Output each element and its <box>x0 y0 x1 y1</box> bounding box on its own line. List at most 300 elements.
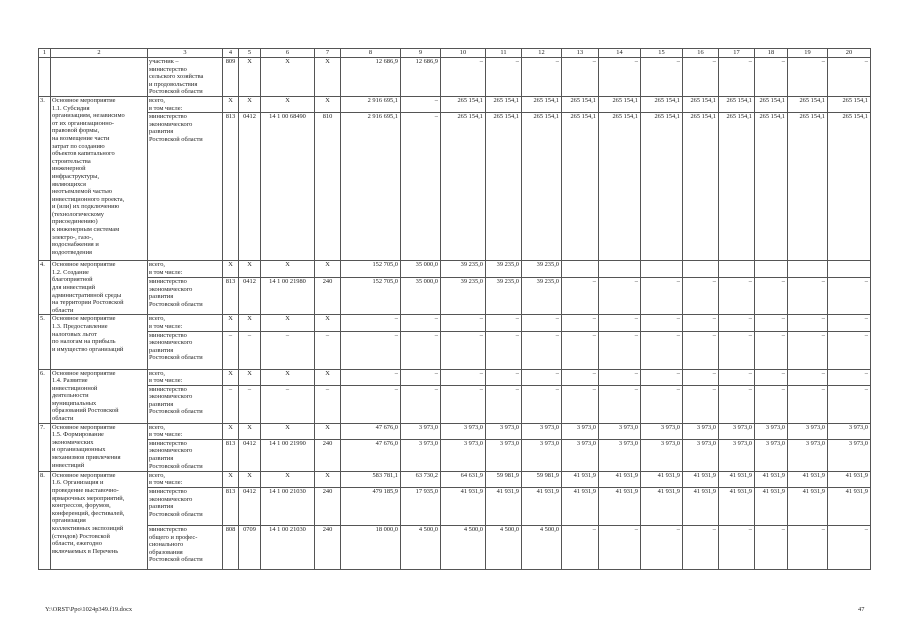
amount-cell: 39 235,0 <box>522 277 562 314</box>
budget-code: – <box>239 331 261 369</box>
amount-cell: – <box>788 385 828 423</box>
amount-cell: 47 676,0 <box>341 423 401 439</box>
budget-code: – <box>223 331 239 369</box>
amount-cell: – <box>755 277 788 314</box>
amount-cell: – <box>683 315 719 331</box>
column-number-12: 12 <box>522 49 562 58</box>
amount-cell: 3 973,0 <box>401 423 441 439</box>
budget-code: X <box>315 471 341 487</box>
amount-cell: 265 154,1 <box>599 113 641 261</box>
budget-code: 813 <box>223 439 239 471</box>
budget-code: 14 1 00 21030 <box>261 488 315 526</box>
amount-cell: 3 973,0 <box>683 439 719 471</box>
budget-code: X <box>315 315 341 331</box>
responsible-executor: министерство экономического развития Ростовской области <box>148 488 223 526</box>
budget-code: – <box>315 331 341 369</box>
amount-cell: – <box>486 369 522 385</box>
amount-cell: 35 000,0 <box>401 277 441 314</box>
amount-cell: 265 154,1 <box>683 96 719 112</box>
amount-cell: 265 154,1 <box>486 113 522 261</box>
amount-cell: 265 154,1 <box>755 113 788 261</box>
amount-cell: – <box>755 315 788 331</box>
table-row <box>39 439 871 471</box>
amount-cell: 265 154,1 <box>719 113 755 261</box>
amount-cell: – <box>828 315 871 331</box>
budget-code: X <box>261 471 315 487</box>
budget-code: X <box>261 96 315 112</box>
amount-cell: 265 154,1 <box>522 96 562 112</box>
amount-cell: – <box>599 58 641 97</box>
amount-cell: – <box>788 331 828 369</box>
responsible-executor: министерство экономического развития Ростовской области <box>148 331 223 369</box>
amount-cell: 2 916 695,1 <box>341 113 401 261</box>
column-number-6: 6 <box>261 49 315 58</box>
amount-cell: – <box>441 58 486 97</box>
responsible-executor: всего, в том числе: <box>148 96 223 112</box>
amount-cell: 41 931,9 <box>441 488 486 526</box>
budget-code: 0412 <box>239 113 261 261</box>
amount-cell: 265 154,1 <box>522 113 562 261</box>
budget-code: – <box>261 385 315 423</box>
row-number <box>39 58 51 97</box>
amount-cell: 39 235,0 <box>486 261 522 278</box>
amount-cell: 4 500,0 <box>401 526 441 570</box>
amount-cell: 265 154,1 <box>641 113 683 261</box>
column-number-11: 11 <box>486 49 522 58</box>
event-name: Основное мероприятие 1.2. Создание благоприятной для инвестиций административной среды на территории Ростовской области <box>51 261 148 315</box>
amount-cell: 3 973,0 <box>486 423 522 439</box>
budget-code: X <box>315 96 341 112</box>
amount-cell: 3 973,0 <box>641 423 683 439</box>
amount-cell: – <box>755 58 788 97</box>
amount-cell: – <box>755 526 788 570</box>
budget-code: 14 1 00 21030 <box>261 526 315 570</box>
column-number-2: 2 <box>51 49 148 58</box>
amount-cell: 12 686,9 <box>341 58 401 97</box>
amount-cell: – <box>522 385 562 423</box>
amount-cell: 41 931,9 <box>599 471 641 487</box>
column-number-4: 4 <box>223 49 239 58</box>
amount-cell: 3 973,0 <box>828 439 871 471</box>
amount-cell: – <box>683 369 719 385</box>
budget-code: 0709 <box>239 526 261 570</box>
amount-cell: 41 931,9 <box>755 471 788 487</box>
column-number-20: 20 <box>828 49 871 58</box>
amount-cell: 265 154,1 <box>641 96 683 112</box>
amount-cell: 41 931,9 <box>522 488 562 526</box>
budget-code: X <box>239 315 261 331</box>
column-number-9: 9 <box>401 49 441 58</box>
amount-cell: 41 931,9 <box>828 471 871 487</box>
amount-cell: – <box>562 526 599 570</box>
amount-cell: 64 631,9 <box>441 471 486 487</box>
event-name: Основное мероприятие 1.6. Организация и проведение выставочно- ярмарочных мероприятий, конгрессов, форумов, конференций, фестивалей, организация коллективных экспозиций (стендов) Ростовской области, ежегодно включаемых в Перечень <box>51 471 148 569</box>
amount-cell: – <box>441 315 486 331</box>
amount-cell: – <box>719 277 755 314</box>
amount-cell: 3 973,0 <box>522 423 562 439</box>
budget-code: X <box>239 471 261 487</box>
row-number: 8. <box>39 471 51 569</box>
budget-code: X <box>261 423 315 439</box>
amount-cell: – <box>788 526 828 570</box>
amount-cell: 265 154,1 <box>788 96 828 112</box>
responsible-executor: всего, в том числе: <box>148 369 223 385</box>
budget-code: X <box>239 58 261 97</box>
budget-code: X <box>261 58 315 97</box>
footer-file-path: Y:\ORST\Ppo\1024p349.f19.docx <box>45 606 133 613</box>
amount-cell: – <box>401 315 441 331</box>
amount-cell: – <box>641 58 683 97</box>
amount-cell: – <box>755 331 788 369</box>
amount-cell: – <box>562 331 599 369</box>
amount-cell: – <box>719 58 755 97</box>
responsible-executor: всего, в том числе: <box>148 471 223 487</box>
amount-cell: – <box>641 369 683 385</box>
amount-cell: 152 705,0 <box>341 261 401 278</box>
amount-cell: – <box>401 385 441 423</box>
footer-page-number: 47 <box>858 606 865 613</box>
responsible-executor: министерство экономического развития Ростовской области <box>148 385 223 423</box>
table-row <box>39 277 871 314</box>
amount-cell: 3 973,0 <box>562 439 599 471</box>
amount-cell: 265 154,1 <box>755 96 788 112</box>
budget-code: X <box>223 96 239 112</box>
amount-cell: 41 931,9 <box>599 488 641 526</box>
amount-cell: 39 235,0 <box>522 261 562 278</box>
responsible-executor: министерство общего и профес- сионального образования Ростовской области <box>148 526 223 570</box>
amount-cell: – <box>719 331 755 369</box>
column-number-8: 8 <box>341 49 401 58</box>
table-row <box>39 369 871 385</box>
budget-code: 813 <box>223 488 239 526</box>
amount-cell: – <box>683 331 719 369</box>
budget-code: 813 <box>223 113 239 261</box>
event-name: Основное мероприятие 1.5. Формирование экономических и организационных механизмов привлечения инвестиций <box>51 423 148 471</box>
amount-cell: 3 973,0 <box>486 439 522 471</box>
amount-cell: 41 931,9 <box>788 488 828 526</box>
amount-cell: – <box>522 58 562 97</box>
amount-cell: 3 973,0 <box>599 423 641 439</box>
amount-cell: – <box>828 58 871 97</box>
amount-cell: – <box>562 369 599 385</box>
amount-cell: 265 154,1 <box>441 113 486 261</box>
column-number-1: 1 <box>39 49 51 58</box>
column-number-13: 13 <box>562 49 599 58</box>
amount-cell: – <box>486 331 522 369</box>
amount-cell: – <box>683 58 719 97</box>
amount-cell: 41 931,9 <box>562 488 599 526</box>
budget-code: 808 <box>223 526 239 570</box>
amount-cell: 39 235,0 <box>486 277 522 314</box>
table-row <box>39 113 871 261</box>
amount-cell: 39 235,0 <box>441 261 486 278</box>
amount-cell: – <box>683 526 719 570</box>
amount-cell: 3 973,0 <box>719 439 755 471</box>
budget-code: X <box>315 261 341 278</box>
budget-code: 240 <box>315 277 341 314</box>
amount-cell: 59 981,9 <box>486 471 522 487</box>
amount-cell: 59 981,9 <box>522 471 562 487</box>
table-row <box>39 261 871 278</box>
table-row <box>39 58 871 97</box>
amount-cell: – <box>719 526 755 570</box>
table-row <box>39 315 871 331</box>
amount-cell: 3 973,0 <box>755 423 788 439</box>
amount-cell: – <box>401 331 441 369</box>
amount-cell: 3 973,0 <box>562 423 599 439</box>
amount-cell: 3 973,0 <box>441 439 486 471</box>
amount-cell: – <box>599 369 641 385</box>
amount-cell: – <box>683 385 719 423</box>
amount-cell: 265 154,1 <box>828 113 871 261</box>
budget-code: X <box>223 261 239 278</box>
event-name: Основное мероприятие 1.1. Субсидия организациям, независимо от их организационно- правовой формы, на возмещение части затрат по созданию объектов капитального строительства инженерной инфраструктуры, являющихся неотъемлемой частью инвестиционного проекта, и (или) их подключению (технологическому присоединению) к инженерным системам электро-, газо-, водоснабжения и водоотведения <box>51 96 148 260</box>
amount-cell: 17 935,0 <box>401 488 441 526</box>
budget-code: X <box>261 261 315 278</box>
amount-cell: 583 781,1 <box>341 471 401 487</box>
amount-cell: – <box>401 369 441 385</box>
column-number-19: 19 <box>788 49 828 58</box>
event-name <box>51 58 148 97</box>
column-number-14: 14 <box>599 49 641 58</box>
amount-cell: – <box>788 315 828 331</box>
amount-cell: – <box>341 385 401 423</box>
event-name: Основное мероприятие 1.3. Предоставление налоговых льгот по налогам на прибыль и имущество организаций <box>51 315 148 369</box>
responsible-executor: министерство экономического развития Ростовской области <box>148 113 223 261</box>
amount-cell: – <box>562 58 599 97</box>
budget-code: – <box>223 385 239 423</box>
amount-cell: – <box>401 96 441 112</box>
amount-cell: 265 154,1 <box>562 96 599 112</box>
budget-code: X <box>239 96 261 112</box>
amount-cell: – <box>828 277 871 314</box>
amount-cell: 3 973,0 <box>441 423 486 439</box>
table-row <box>39 471 871 487</box>
amount-cell: – <box>828 331 871 369</box>
amount-cell: 41 931,9 <box>719 471 755 487</box>
amount-cell: 41 931,9 <box>755 488 788 526</box>
budget-code: 14 1 00 21980 <box>261 277 315 314</box>
budget-code: 813 <box>223 277 239 314</box>
amount-cell: 47 676,0 <box>341 439 401 471</box>
responsible-executor: министерство экономического развития Ростовской области <box>148 439 223 471</box>
amount-cell: 4 500,0 <box>522 526 562 570</box>
column-number-7: 7 <box>315 49 341 58</box>
row-number: 3. <box>39 96 51 260</box>
amount-cell: – <box>828 526 871 570</box>
amount-cell: – <box>599 315 641 331</box>
amount-cell: 3 973,0 <box>683 423 719 439</box>
amount-cell: 265 154,1 <box>828 96 871 112</box>
amount-cell: – <box>788 369 828 385</box>
amount-cell: – <box>719 315 755 331</box>
budget-code: 0412 <box>239 277 261 314</box>
amount-cell: – <box>599 385 641 423</box>
amount-cell <box>788 261 828 278</box>
amount-cell: 41 931,9 <box>486 488 522 526</box>
amount-cell: – <box>719 369 755 385</box>
amount-cell: – <box>486 315 522 331</box>
budget-code: 240 <box>315 439 341 471</box>
amount-cell: – <box>641 315 683 331</box>
amount-cell: – <box>641 385 683 423</box>
amount-cell: 3 973,0 <box>641 439 683 471</box>
amount-cell <box>755 261 788 278</box>
amount-cell: – <box>341 315 401 331</box>
amount-cell: 3 973,0 <box>599 439 641 471</box>
row-number: 7. <box>39 423 51 471</box>
row-number: 5. <box>39 315 51 369</box>
amount-cell: 41 931,9 <box>683 471 719 487</box>
row-number: 6. <box>39 369 51 423</box>
amount-cell: 3 973,0 <box>828 423 871 439</box>
budget-code: X <box>223 423 239 439</box>
amount-cell: 265 154,1 <box>486 96 522 112</box>
column-number-17: 17 <box>719 49 755 58</box>
amount-cell <box>683 261 719 278</box>
responsible-executor: всего, в том числе: <box>148 315 223 331</box>
amount-cell: 265 154,1 <box>562 113 599 261</box>
amount-cell: – <box>522 315 562 331</box>
amount-cell: – <box>641 331 683 369</box>
budget-code: 0412 <box>239 439 261 471</box>
amount-cell: – <box>599 526 641 570</box>
amount-cell: 3 973,0 <box>719 423 755 439</box>
amount-cell: 41 931,9 <box>641 471 683 487</box>
amount-cell <box>641 261 683 278</box>
amount-cell: 39 235,0 <box>441 277 486 314</box>
amount-cell: 4 500,0 <box>486 526 522 570</box>
amount-cell: 152 705,0 <box>341 277 401 314</box>
amount-cell: – <box>441 385 486 423</box>
amount-cell: – <box>828 385 871 423</box>
row-number: 4. <box>39 261 51 315</box>
amount-cell: – <box>641 526 683 570</box>
budget-table <box>38 48 871 570</box>
amount-cell: 3 973,0 <box>788 423 828 439</box>
amount-cell: – <box>441 331 486 369</box>
amount-cell: – <box>599 331 641 369</box>
amount-cell: 265 154,1 <box>599 96 641 112</box>
column-number-5: 5 <box>239 49 261 58</box>
amount-cell: – <box>441 369 486 385</box>
budget-code: X <box>239 261 261 278</box>
amount-cell: – <box>719 385 755 423</box>
amount-cell: 41 931,9 <box>788 471 828 487</box>
amount-cell <box>599 261 641 278</box>
amount-cell: 41 931,9 <box>828 488 871 526</box>
budget-code: X <box>223 471 239 487</box>
amount-cell: 63 730,2 <box>401 471 441 487</box>
amount-cell: – <box>486 385 522 423</box>
column-number-10: 10 <box>441 49 486 58</box>
table-row <box>39 96 871 112</box>
amount-cell: 41 931,9 <box>683 488 719 526</box>
budget-code: X <box>239 369 261 385</box>
amount-cell: 265 154,1 <box>683 113 719 261</box>
budget-code: 14 1 00 68490 <box>261 113 315 261</box>
column-number-18: 18 <box>755 49 788 58</box>
amount-cell: 3 973,0 <box>755 439 788 471</box>
column-number-3: 3 <box>148 49 223 58</box>
amount-cell: 4 500,0 <box>441 526 486 570</box>
amount-cell: – <box>486 58 522 97</box>
amount-cell: 3 973,0 <box>522 439 562 471</box>
responsible-executor: участник – министерство сельского хозяйства и продовольствия Ростовской области <box>148 58 223 97</box>
budget-code: X <box>223 369 239 385</box>
amount-cell: – <box>599 277 641 314</box>
amount-cell: – <box>828 369 871 385</box>
amount-cell: 3 973,0 <box>401 439 441 471</box>
amount-cell: – <box>522 331 562 369</box>
amount-cell: – <box>755 369 788 385</box>
column-number-row <box>39 49 871 58</box>
table-row <box>39 526 871 570</box>
amount-cell <box>562 261 599 278</box>
responsible-executor: всего, в том числе: <box>148 261 223 278</box>
responsible-executor: министерство экономического развития Ростовской области <box>148 277 223 314</box>
budget-code: X <box>315 423 341 439</box>
budget-code: – <box>261 331 315 369</box>
budget-code: 240 <box>315 488 341 526</box>
budget-code: X <box>315 58 341 97</box>
budget-code: – <box>239 385 261 423</box>
amount-cell: – <box>755 385 788 423</box>
amount-cell: – <box>562 385 599 423</box>
amount-cell: 35 000,0 <box>401 261 441 278</box>
amount-cell: – <box>562 315 599 331</box>
budget-code: 240 <box>315 526 341 570</box>
budget-code: – <box>315 385 341 423</box>
budget-code: 809 <box>223 58 239 97</box>
amount-cell: 3 973,0 <box>788 439 828 471</box>
amount-cell: 2 916 695,1 <box>341 96 401 112</box>
budget-code: X <box>315 369 341 385</box>
amount-cell: 265 154,1 <box>788 113 828 261</box>
amount-cell: – <box>522 369 562 385</box>
budget-code: X <box>223 315 239 331</box>
amount-cell: 41 931,9 <box>641 488 683 526</box>
budget-code: 14 1 00 21990 <box>261 439 315 471</box>
amount-cell <box>719 261 755 278</box>
amount-cell: 265 154,1 <box>441 96 486 112</box>
budget-code: 0412 <box>239 488 261 526</box>
column-number-15: 15 <box>641 49 683 58</box>
amount-cell: – <box>341 369 401 385</box>
amount-cell: 265 154,1 <box>719 96 755 112</box>
amount-cell: 479 185,9 <box>341 488 401 526</box>
amount-cell: – <box>641 277 683 314</box>
table-row <box>39 331 871 369</box>
event-name: Основное мероприятие 1.4. Развитие инвестиционной деятельности муниципальных образований Ростовской области <box>51 369 148 423</box>
budget-code: 810 <box>315 113 341 261</box>
amount-cell: 41 931,9 <box>562 471 599 487</box>
amount-cell: – <box>341 331 401 369</box>
budget-code: X <box>261 315 315 331</box>
column-number-16: 16 <box>683 49 719 58</box>
amount-cell: – <box>562 277 599 314</box>
amount-cell: 12 686,9 <box>401 58 441 97</box>
amount-cell: – <box>401 113 441 261</box>
amount-cell <box>828 261 871 278</box>
amount-cell: – <box>683 277 719 314</box>
responsible-executor: всего, в том числе: <box>148 423 223 439</box>
budget-code: X <box>239 423 261 439</box>
amount-cell: – <box>788 277 828 314</box>
table-row <box>39 423 871 439</box>
amount-cell: 41 931,9 <box>719 488 755 526</box>
amount-cell: 18 000,0 <box>341 526 401 570</box>
